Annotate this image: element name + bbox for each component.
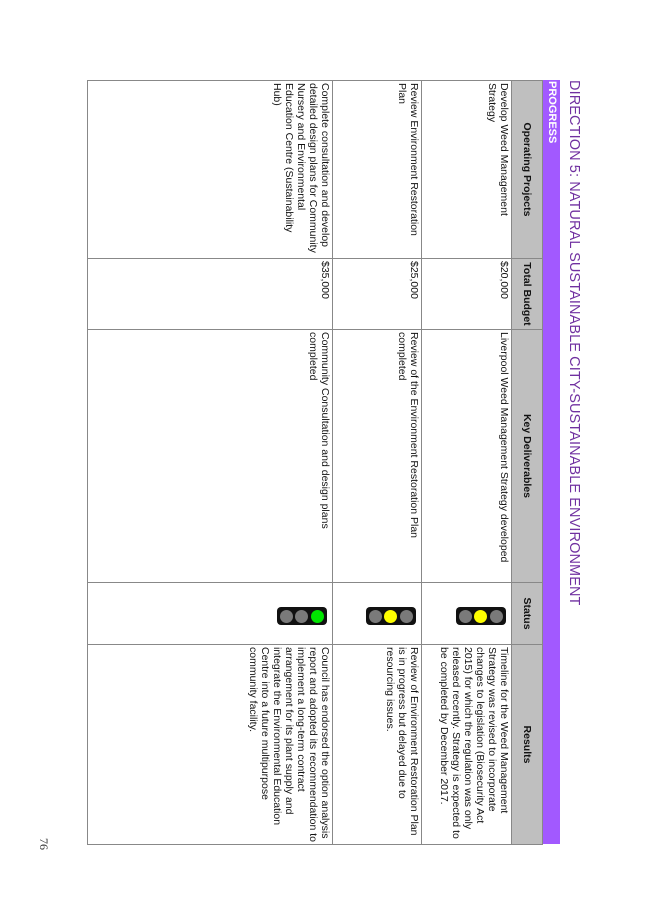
lamp-amber	[385, 610, 398, 623]
deliverables-cell: Community Consultation and design plans completed	[88, 330, 333, 583]
page-title: DIRECTION 5: NATURAL SUSTAINABLE CITY-SUSTAINABLE ENVIRONMENT	[566, 80, 582, 606]
header-results: Results	[512, 645, 543, 845]
header-status: Status	[512, 583, 543, 645]
traffic-light-icon	[456, 607, 506, 625]
results-cell: Council has endorsed the option analysis report and adopted its recommendation to implement a long-term contract arrangement for its plant supply and integrate the Environmental Education Centre into a future multipurpose community facility.	[88, 645, 333, 845]
budget-cell: $35,000	[88, 259, 333, 330]
header-budget: Total Budget	[512, 259, 543, 330]
section-label: PROGRESS	[543, 80, 560, 844]
lamp-green	[369, 610, 382, 623]
deliverables-cell: Review of the Environment Restoration Plan completed	[333, 330, 422, 583]
project-cell: Develop Weed Management Strategy	[422, 81, 512, 259]
budget-cell: $25,000	[333, 259, 422, 330]
header-deliverables: Key Deliverables	[512, 330, 543, 583]
header-project: Operating Projects	[512, 81, 543, 259]
traffic-light-icon	[366, 607, 416, 625]
lamp-green	[459, 610, 472, 623]
status-cell	[88, 583, 333, 645]
lamp-red	[400, 610, 413, 623]
traffic-light-icon	[277, 607, 327, 625]
budget-cell: $20,000	[422, 259, 512, 330]
status-cell	[333, 583, 422, 645]
lamp-red	[490, 610, 503, 623]
table-header-row	[512, 81, 543, 845]
results-cell: Review of Environment Restoration Plan is in progress but delayed due to resourcing issues.	[333, 645, 422, 845]
project-cell: Review Environment Restoration Plan	[333, 81, 422, 259]
lamp-red	[311, 610, 324, 623]
lamp-amber	[475, 610, 488, 623]
status-cell	[422, 583, 512, 645]
project-cell: Complete consultation and develop detailed design plans for Community Nursery and Environmental Education Centre (Sustainability Hub)	[88, 81, 333, 259]
progress-table	[87, 80, 543, 845]
lamp-amber	[296, 610, 309, 623]
lamp-green	[280, 610, 293, 623]
results-cell: Timeline for the Weed Management Strategy was revised to incorporate changes to legislation (Biosecurity Act 2015) for which the regulation was only released recently. Strategy is expected to be completed by December 2017.	[422, 645, 512, 845]
deliverables-cell: Liverpool Weed Management Strategy developed	[422, 330, 512, 583]
table-row	[88, 81, 333, 845]
table-row	[422, 81, 512, 845]
page-number: 76	[37, 838, 51, 850]
table-row	[333, 81, 422, 845]
